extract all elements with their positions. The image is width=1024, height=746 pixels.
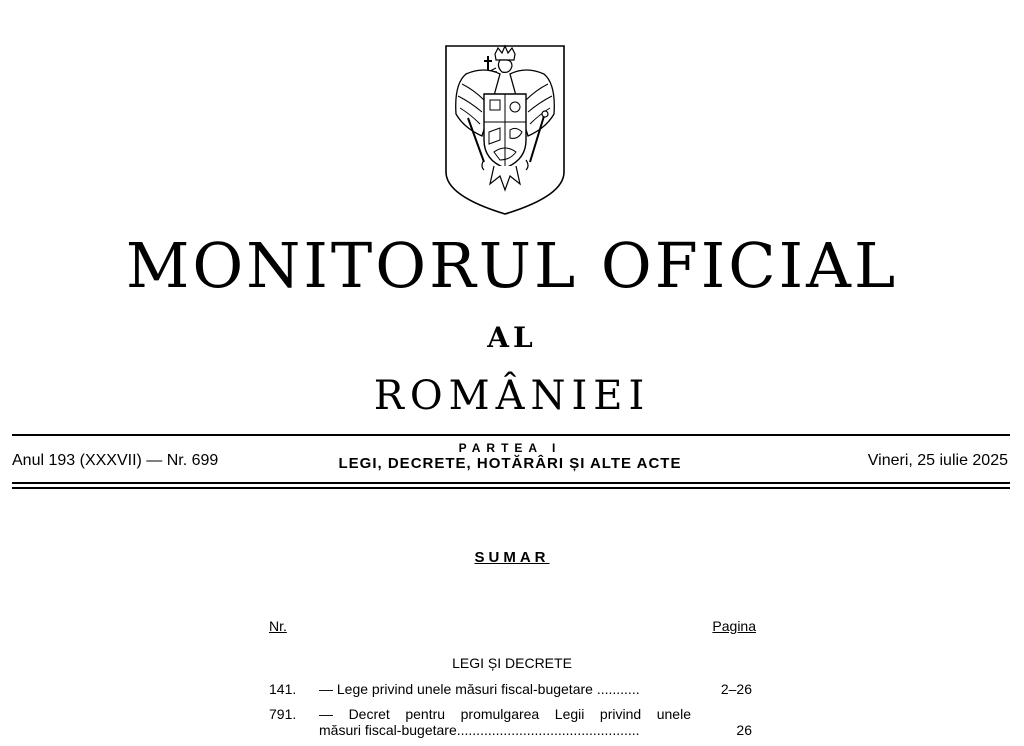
summary-entry[interactable] [269, 681, 756, 697]
entry-leader-dots: ............................................... [456, 722, 640, 738]
entry-title[interactable] [319, 706, 691, 738]
part-title: LEGI, DECRETE, HOTĂRÂRI ȘI ALTE ACTE [338, 455, 682, 472]
issue-year-number: Anul 193 (XXXVII) — Nr. 699 [12, 452, 219, 469]
top-rule [12, 434, 1010, 436]
entry-title[interactable]: — Lege privind unele măsuri fiscal-bugetare ........... [319, 681, 640, 697]
entry-number: 791. [269, 706, 297, 722]
column-header-nr: Nr. [269, 618, 287, 634]
entry-page: 26 [736, 722, 752, 738]
entry-title-line-2: măsuri fiscal-bugetare............................................... [319, 722, 640, 738]
issue-date: Vineri, 25 iulie 2025 [867, 452, 1008, 469]
masthead-title: MONITORUL OFICIAL [125, 229, 899, 302]
masthead-country: ROMÂNIEI [373, 373, 651, 419]
entry-number: 141. [269, 681, 297, 697]
bottom-rule-upper [12, 482, 1010, 484]
entry-title-line-1: — Decret pentru promulgarea Legii privind unele [319, 706, 691, 722]
part-number: PARTEA I [458, 441, 562, 455]
bottom-rule-lower [12, 487, 1010, 489]
part-block [300, 441, 720, 473]
entry-page: 2–26 [720, 681, 752, 697]
summary-entry[interactable] [269, 706, 756, 738]
summary-title: SUMAR [474, 549, 550, 566]
column-header-page: Pagina [712, 618, 756, 634]
section-heading: LEGI ȘI DECRETE [452, 655, 572, 671]
coat-of-arms-icon [444, 44, 566, 216]
masthead-connector: AL [487, 321, 537, 354]
